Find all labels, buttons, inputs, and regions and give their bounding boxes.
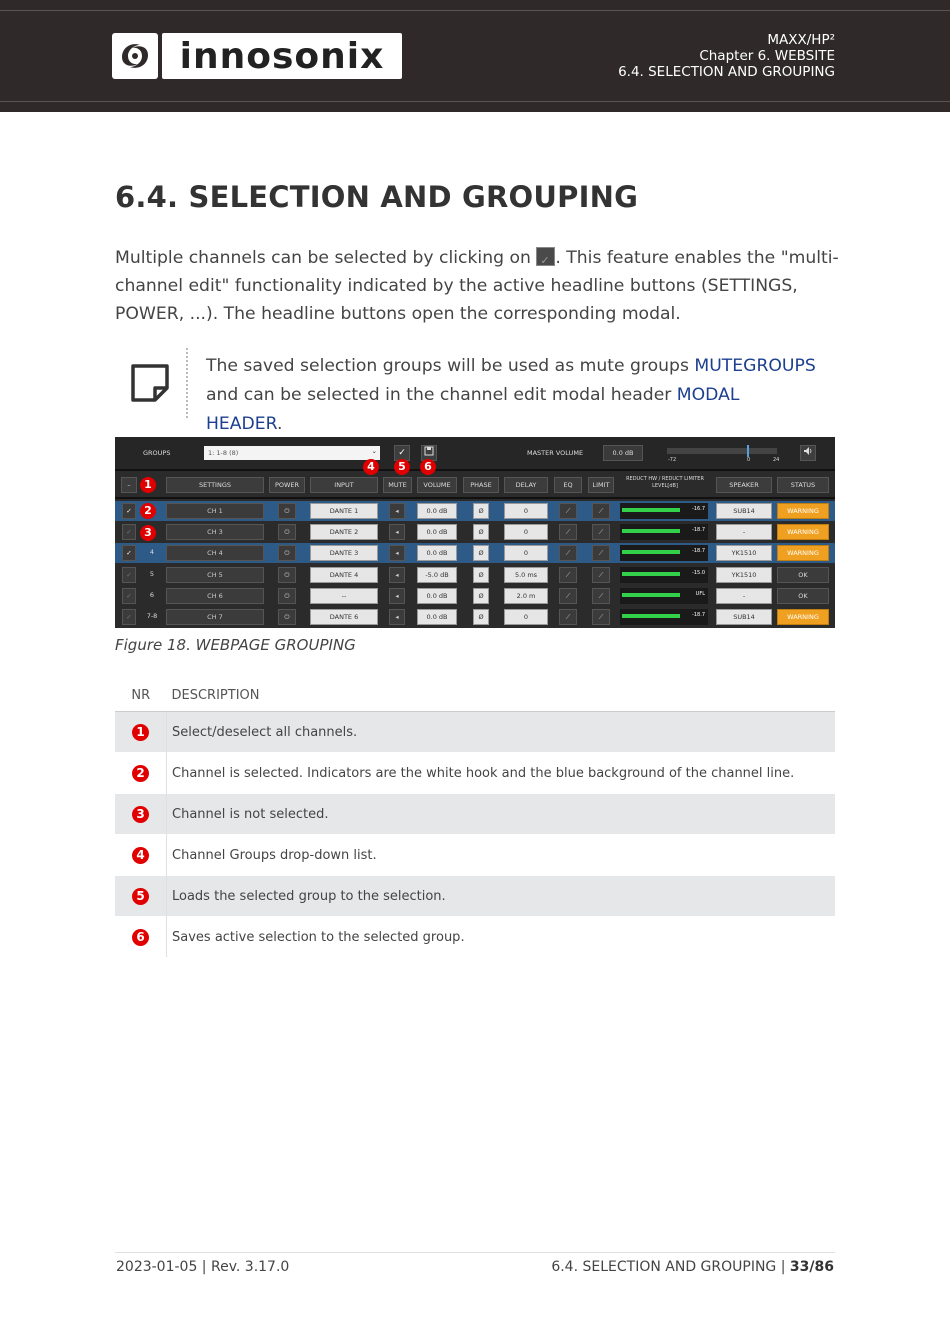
screenshot-headline-buttons [115,473,835,499]
note-icon [129,362,171,404]
level-meter-value: -15.0 [692,569,705,576]
checkbox-icon [536,247,555,266]
channel-number: 7-8 [146,612,158,620]
channel-name[interactable]: CH 5 [166,567,264,583]
speaker-icon: ◂ [395,613,399,621]
speaker-icon: ◂ [395,570,399,579]
col-desc-header: DESCRIPTION [167,679,836,712]
eq-header-button[interactable]: EQ [554,477,582,493]
power-button[interactable] [278,609,296,625]
callout-number-badge: 6 [132,929,149,946]
footer-date-revision: 2023-01-05 | Rev. 3.17.0 [116,1259,290,1275]
table-description-cell: Saves active selection to the selected group. [167,917,836,958]
level-meter-value: -18.7 [692,548,705,555]
power-icon: ⏻ [284,591,290,600]
mutegroups-link[interactable]: MUTEGROUPS [694,356,816,376]
table-description-cell: Select/deselect all channels. [167,712,836,753]
table-description-cell: Channel is not selected. [167,794,836,835]
speaker-icon [803,446,813,456]
intro-text-2: . This feature enables the "multi-channel edit" functionality indicated by the active headline buttons (SETTINGS, POWER, ...). The headline buttons open the corresponding modal. [115,248,839,324]
mv-scale-right: 24 [773,457,780,463]
channel-checkbox[interactable]: ✓ [122,609,136,625]
channel-checkbox[interactable]: ✓ [122,588,136,604]
power-button[interactable] [278,503,296,519]
header-section: 6.4. SELECTION AND GROUPING [618,64,835,80]
speaker-icon: ◂ [395,528,399,537]
power-icon: ⏻ [284,507,290,515]
channel-name[interactable]: CH 1 [166,503,264,519]
channel-checkbox[interactable]: ✓ [122,545,136,561]
volume-field[interactable]: 0.0 dB [417,524,457,540]
figure-caption: Figure 18. WEBPAGE GROUPING [115,636,356,654]
table-row [115,794,835,835]
speaker-field[interactable]: - [716,588,772,604]
speaker-icon: ◂ [395,591,399,600]
innosonix-logo [112,33,402,79]
footer-page-number: 33 [789,1259,810,1275]
table-row [115,835,835,876]
delay-field[interactable]: 2.0 m [504,588,548,604]
table-row [115,917,835,958]
limit-curve-icon: ⟋ [598,613,604,621]
limit-button[interactable] [592,503,610,519]
eq-curve-icon: ⟋ [565,570,571,579]
speaker-field[interactable]: - [716,524,772,540]
channel-number: 5 [149,569,155,578]
power-button[interactable] [278,545,296,561]
channel-number: 4 [149,548,155,557]
phase-button[interactable] [473,588,489,604]
status-badge: WARNING [777,609,829,625]
callout-badge-4: 4 [363,459,379,475]
channel-row[interactable] [115,543,835,563]
master-volume-slider[interactable] [667,448,777,454]
eq-button[interactable] [559,503,577,519]
master-volume-handle[interactable] [747,445,749,457]
volume-field[interactable]: 0.0 dB [417,588,457,604]
channel-checkbox[interactable]: ✓ [122,503,136,519]
level-meter [620,609,708,625]
channel-name[interactable]: CH 7 [166,609,264,625]
table-nr-cell [115,917,167,958]
mv-scale-left: -72 [668,457,677,463]
level-meter [620,503,708,519]
status-badge: WARNING [777,524,829,540]
mute-button[interactable] [389,524,405,540]
phase-header-button[interactable]: PHASE [463,477,499,493]
limit-button[interactable] [592,588,610,604]
callout-number-badge: 4 [132,847,149,864]
speaker-field[interactable]: SUB14 [716,609,772,625]
screenshot-top-controls [115,437,835,471]
channel-row[interactable] [115,501,835,521]
input-field[interactable]: DANTE 3 [310,545,378,561]
mute-button[interactable] [389,609,405,625]
level-meter [620,567,708,583]
callout-badge-2: 2 [140,503,156,519]
status-badge: WARNING [777,545,829,561]
eq-curve-icon: ⟋ [565,528,571,537]
footer-page-info [551,1259,834,1275]
phase-button[interactable] [473,503,489,519]
reduct-header-label: REDUCT HW / REDUCT LIMITER LEVEL[dB] [626,476,704,489]
volume-field[interactable]: 0.0 dB [417,503,457,519]
power-button[interactable] [278,567,296,583]
callout-number-badge: 3 [132,806,149,823]
intro-paragraph [115,244,840,328]
channel-row[interactable] [115,586,835,606]
table-description-cell: Channel Groups drop-down list. [167,835,836,876]
status-badge: WARNING [777,503,829,519]
input-header-button[interactable]: INPUT [310,477,378,493]
callout-number-badge: 1 [132,724,149,741]
speaker-icon: ◂ [395,549,399,558]
logo-mark-icon [112,33,158,79]
channel-row[interactable] [115,522,835,542]
table-nr-cell [115,835,167,876]
limit-curve-icon: ⟋ [598,570,604,579]
logo-wordmark: innosonix [162,33,402,79]
level-meter [620,588,708,604]
phase-icon: Ø [478,549,484,558]
delay-field[interactable]: 0 [504,545,548,561]
phase-button[interactable] [473,567,489,583]
note-box [115,348,835,434]
phase-button[interactable] [473,609,489,625]
eq-button[interactable] [559,567,577,583]
speaker-icon: ◂ [395,507,399,515]
footer-rule [115,1252,835,1253]
delay-header-button[interactable]: DELAY [504,477,548,493]
speaker-field[interactable]: YK1510 [716,567,772,583]
level-meter-value: UFL [695,590,705,597]
phase-icon: Ø [478,591,484,600]
eq-curve-icon: ⟋ [565,549,571,558]
phase-icon: Ø [478,613,484,621]
groups-label: GROUPS [143,449,171,457]
description-table [115,679,835,957]
input-field[interactable]: -- [310,588,378,604]
phase-button[interactable] [473,545,489,561]
modal-header-link[interactable]: MODAL HEADER [206,385,740,434]
level-meter-bar [622,508,680,512]
eq-curve-icon: ⟋ [565,507,571,515]
phase-icon: Ø [478,507,484,515]
eq-button[interactable] [559,609,577,625]
volume-field[interactable]: 0.0 dB [417,545,457,561]
status-badge: OK [777,588,829,604]
mute-button[interactable] [389,545,405,561]
groups-dropdown[interactable]: 1: 1-8 (8) ⌄ [204,446,380,460]
callout-number-badge: 2 [132,765,149,782]
table-row [115,753,835,794]
load-group-button[interactable]: ✓ [394,445,410,461]
input-field[interactable]: DANTE 1 [310,503,378,519]
delay-field[interactable]: 0 [504,524,548,540]
intro-text-1: Multiple channels can be selected by clicking on [115,248,537,268]
settings-header-button[interactable]: SETTINGS [166,477,264,493]
table-nr-cell [115,794,167,835]
mv-scale-mid: 0 [747,457,751,463]
save-icon [424,446,434,456]
callout-number-badge: 5 [132,888,149,905]
mute-button[interactable] [389,567,405,583]
power-button[interactable] [278,524,296,540]
power-icon: ⏻ [284,570,290,579]
channel-name[interactable]: CH 3 [166,524,264,540]
channel-name[interactable]: CH 6 [166,588,264,604]
volume-header-button[interactable]: VOLUME [417,477,457,493]
master-mute-button[interactable] [800,445,816,461]
channel-checkbox[interactable]: ✓ [122,567,136,583]
table-nr-cell [115,753,167,794]
power-icon: ⏻ [284,613,290,621]
input-field[interactable]: DANTE 4 [310,567,378,583]
speaker-field[interactable]: SUB14 [716,503,772,519]
phase-icon: Ø [478,570,484,579]
eq-button[interactable] [559,545,577,561]
callout-badge-3: 3 [140,525,156,541]
level-meter-bar [622,550,680,554]
table-nr-cell [115,712,167,753]
col-nr-header: NR [115,679,167,712]
note-text: The saved selection groups will be used as mute groups MUTEGROUPS and can be selected in the channel edit modal header MODAL HEADER. [206,356,816,434]
phase-button[interactable] [473,524,489,540]
limit-button[interactable] [592,567,610,583]
eq-curve-icon: ⟋ [565,613,571,621]
callout-badge-6: 6 [420,459,436,475]
input-field[interactable]: DANTE 6 [310,609,378,625]
speaker-field[interactable]: YK1510 [716,545,772,561]
power-icon: ⏻ [284,549,290,558]
mute-button[interactable] [389,588,405,604]
table-row [115,712,835,753]
note-divider [186,348,188,418]
header-breadcrumb [618,32,835,80]
level-meter-bar [622,529,680,533]
power-header-button[interactable]: POWER [269,477,305,493]
volume-field[interactable]: 0.0 dB [417,609,457,625]
channel-row[interactable] [115,565,835,585]
eq-button[interactable] [559,524,577,540]
power-button[interactable] [278,588,296,604]
header-product: MAXX/HP² [767,32,835,48]
limit-curve-icon: ⟋ [598,549,604,558]
limit-curve-icon: ⟋ [598,528,604,537]
footer-section: 6.4. SELECTION AND GROUPING | [551,1259,790,1275]
page-header [0,0,950,112]
table-nr-cell [115,876,167,917]
level-meter-bar [622,572,680,576]
volume-field[interactable]: -5.0 dB [417,567,457,583]
mute-button[interactable] [389,503,405,519]
input-field[interactable]: DANTE 2 [310,524,378,540]
callout-badge-5: 5 [394,459,410,475]
page-title: 6.4. SELECTION AND GROUPING [115,180,639,214]
footer-page-total: /86 [809,1259,834,1275]
level-meter-bar [622,614,680,618]
limit-button[interactable] [592,609,610,625]
level-meter-value: -18.7 [692,612,705,618]
limit-curve-icon: ⟋ [598,591,604,600]
phase-icon: Ø [478,528,484,537]
header-top-rule [0,10,950,11]
limit-header-button[interactable]: LIMIT [588,477,614,493]
eq-button[interactable] [559,588,577,604]
master-volume-value[interactable]: 0.0 dB [603,445,643,461]
table-description-cell: Loads the selected group to the selection. [167,876,836,917]
level-meter-value: -16.7 [692,506,705,512]
eq-curve-icon: ⟋ [565,591,571,600]
webpage-grouping-screenshot [115,437,835,628]
limit-button[interactable] [592,524,610,540]
table-row [115,876,835,917]
master-volume-label: MASTER VOLUME [527,449,584,457]
limit-curve-icon: ⟋ [598,507,604,515]
table-description-cell: Channel is selected. Indicators are the white hook and the blue background of the channel line. [167,753,836,794]
delay-field[interactable]: 0 [504,503,548,519]
mute-header-button[interactable]: MUTE [383,477,412,493]
select-all-button[interactable]: – [121,477,137,493]
callout-badge-1: 1 [140,477,156,493]
level-meter [620,545,708,561]
level-meter-bar [622,593,680,597]
header-bottom-rule [0,101,950,102]
speaker-header-button[interactable]: SPEAKER [716,477,772,493]
status-header-button[interactable]: STATUS [777,477,829,493]
delay-field[interactable]: 0 [504,609,548,625]
power-icon: ⏻ [284,528,290,537]
channel-row[interactable] [115,607,835,627]
limit-button[interactable] [592,545,610,561]
level-meter [620,524,708,540]
status-badge: OK [777,567,829,583]
channel-name[interactable]: CH 4 [166,545,264,561]
channel-checkbox[interactable]: ✓ [122,524,136,540]
level-meter-value: -18.7 [692,527,705,534]
channel-number: 6 [149,590,155,599]
header-chapter: Chapter 6. WEBSITE [699,48,835,64]
delay-field[interactable]: 5.0 ms [504,567,548,583]
